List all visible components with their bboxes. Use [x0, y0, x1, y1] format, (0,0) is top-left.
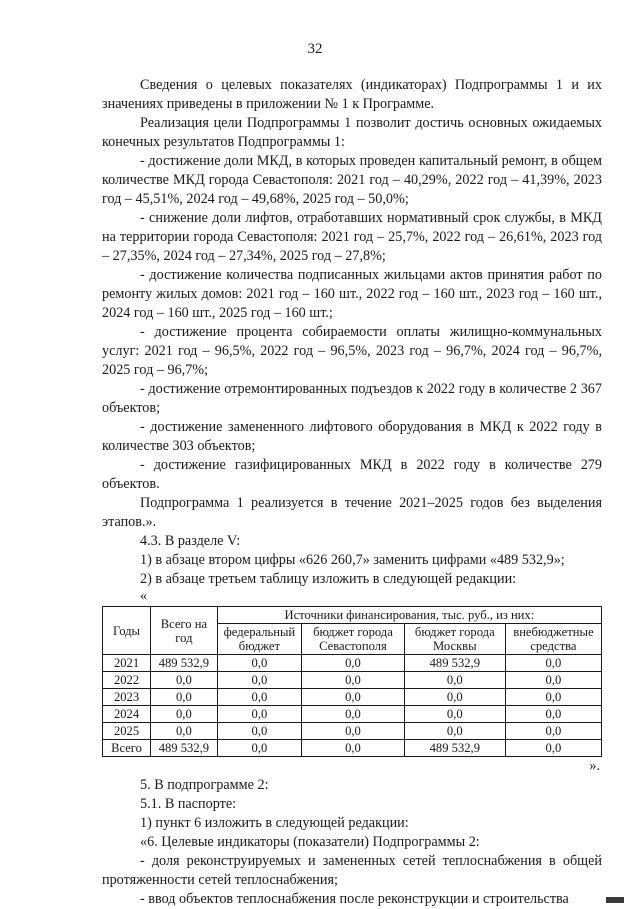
paragraph: Подпрограмма 1 реализуется в течение 2021–2025 годов без выделения этапов.».: [102, 495, 602, 530]
table-cell: 0,0: [505, 672, 601, 689]
table-cell: 0,0: [302, 655, 405, 672]
section-heading: 5. В подпрограмме 2:: [140, 777, 269, 793]
table-cell: 489 532,9: [151, 655, 218, 672]
header-extrabudgetary: внебюджетные средства: [505, 624, 601, 655]
table-cell: 0,0: [217, 723, 301, 740]
financing-table: [102, 606, 602, 757]
table-row: [103, 655, 602, 672]
list-item: 1) в абзаце втором цифры «626 260,7» заменить цифрами «489 532,9»;: [140, 552, 565, 568]
table-row: [103, 672, 602, 689]
table-cell: 0,0: [302, 706, 405, 723]
table-cell: 0,0: [404, 689, 505, 706]
table-cell: 0,0: [505, 706, 601, 723]
list-item: - доля реконструируемых и замененных сетей теплоснабжения в общей протяженности сетей теплоснабжения;: [102, 853, 602, 888]
table-cell: 0,0: [302, 689, 405, 706]
header-sevastopol-budget: бюджет города Севастополя: [302, 624, 405, 655]
table-cell: 0,0: [404, 672, 505, 689]
table-cell: 0,0: [302, 723, 405, 740]
table-row-total: [103, 740, 602, 757]
table-cell: 0,0: [505, 740, 601, 757]
table-cell: 2024: [103, 706, 151, 723]
quote-close-mark: ».: [589, 758, 600, 774]
paragraph: Сведения о целевых показателях (индикаторах) Подпрограммы 1 и их значениях приведены в приложении № 1 к Программе.: [102, 77, 602, 112]
table-cell: 489 532,9: [404, 740, 505, 757]
paragraph: Реализация цели Подпрограммы 1 позволит достичь основных ожидаемых конечных результатов Подпрограммы 1:: [102, 115, 602, 150]
table-cell: 489 532,9: [151, 740, 218, 757]
table-cell: 0,0: [505, 723, 601, 740]
table-cell: 0,0: [404, 723, 505, 740]
header-federal-budget: федеральный бюджет: [217, 624, 301, 655]
table-cell: 2021: [103, 655, 151, 672]
header-years: Годы: [103, 607, 151, 655]
section-heading: 5.1. В паспорте:: [140, 796, 237, 812]
list-item: - достижение газифицированных МКД в 2022 году в количестве 279 объектов.: [102, 457, 602, 492]
quote-open-mark: «: [140, 588, 148, 604]
list-item: - ввод объектов теплоснабжения после реконструкции и строительства: [140, 891, 569, 907]
list-item: - достижение количества подписанных жильцами актов принятия работ по ремонту жилых домов: 2021 год – 160 шт., 2022 год – 160 шт., 2023 год – 160 шт., 2024 год – 160 шт., 2025 год – 160 шт.;: [102, 267, 602, 321]
table-cell: 0,0: [217, 655, 301, 672]
table-cell: 2022: [103, 672, 151, 689]
page-number: 32: [307, 41, 323, 57]
section-heading: 4.3. В разделе V:: [140, 533, 241, 549]
list-item: - достижение процента собираемости оплаты жилищно-коммунальных услуг: 2021 год – 96,5%, 2022 год – 96,5%, 2023 год – 96,7%, 2024 год – 96,7%, 2025 год – 96,7%;: [102, 324, 602, 378]
table-cell: 2025: [103, 723, 151, 740]
table-row: [103, 723, 602, 740]
table-row: [103, 706, 602, 723]
table-cell: 2023: [103, 689, 151, 706]
table-cell: 0,0: [151, 689, 218, 706]
table-cell: 0,0: [217, 740, 301, 757]
document-body: [102, 76, 602, 909]
table-cell: 0,0: [151, 672, 218, 689]
table-cell: 489 532,9: [404, 655, 505, 672]
table-cell: 0,0: [151, 706, 218, 723]
list-item: - достижение замененного лифтового оборудования в МКД к 2022 году в количестве 303 объектов;: [102, 419, 602, 454]
list-item: - снижение доли лифтов, отработавших нормативный срок службы, в МКД на территории города Севастополя: 2021 год – 25,7%, 2022 год – 26,61%, 2023 год – 27,35%, 2024 год – 27,34%, 2025 год – 27,8%;: [102, 210, 602, 264]
header-sources: Источники финансирования, тыс. руб., из них:: [217, 607, 601, 624]
list-item: - достижение доли МКД, в которых проведен капитальный ремонт, в общем количестве МКД города Севастополя: 2021 год – 40,29%, 2022 год – 41,39%, 2023 год – 45,51%, 2024 год – 49,68%, 2025 год – 50,0%;: [102, 153, 602, 207]
scan-mark: [606, 897, 624, 903]
list-item: - достижение отремонтированных подъездов к 2022 году в количестве 2 367 объектов;: [102, 381, 602, 416]
table-cell: 0,0: [217, 706, 301, 723]
table-cell: 0,0: [404, 706, 505, 723]
table-cell: 0,0: [505, 655, 601, 672]
header-total: Всего на год: [151, 607, 218, 655]
table-cell: 0,0: [302, 740, 405, 757]
table-cell: Всего: [103, 740, 151, 757]
table-cell: 0,0: [151, 723, 218, 740]
header-moscow-budget: бюджет города Москвы: [404, 624, 505, 655]
list-item: 1) пункт 6 изложить в следующей редакции:: [140, 815, 409, 831]
table-cell: 0,0: [505, 689, 601, 706]
list-item: 2) в абзаце третьем таблицу изложить в следующей редакции:: [140, 571, 517, 587]
table-cell: 0,0: [217, 689, 301, 706]
table-cell: 0,0: [302, 672, 405, 689]
table-cell: 0,0: [217, 672, 301, 689]
list-item: «6. Целевые индикаторы (показатели) Подпрограммы 2:: [140, 834, 480, 850]
table-row: [103, 689, 602, 706]
